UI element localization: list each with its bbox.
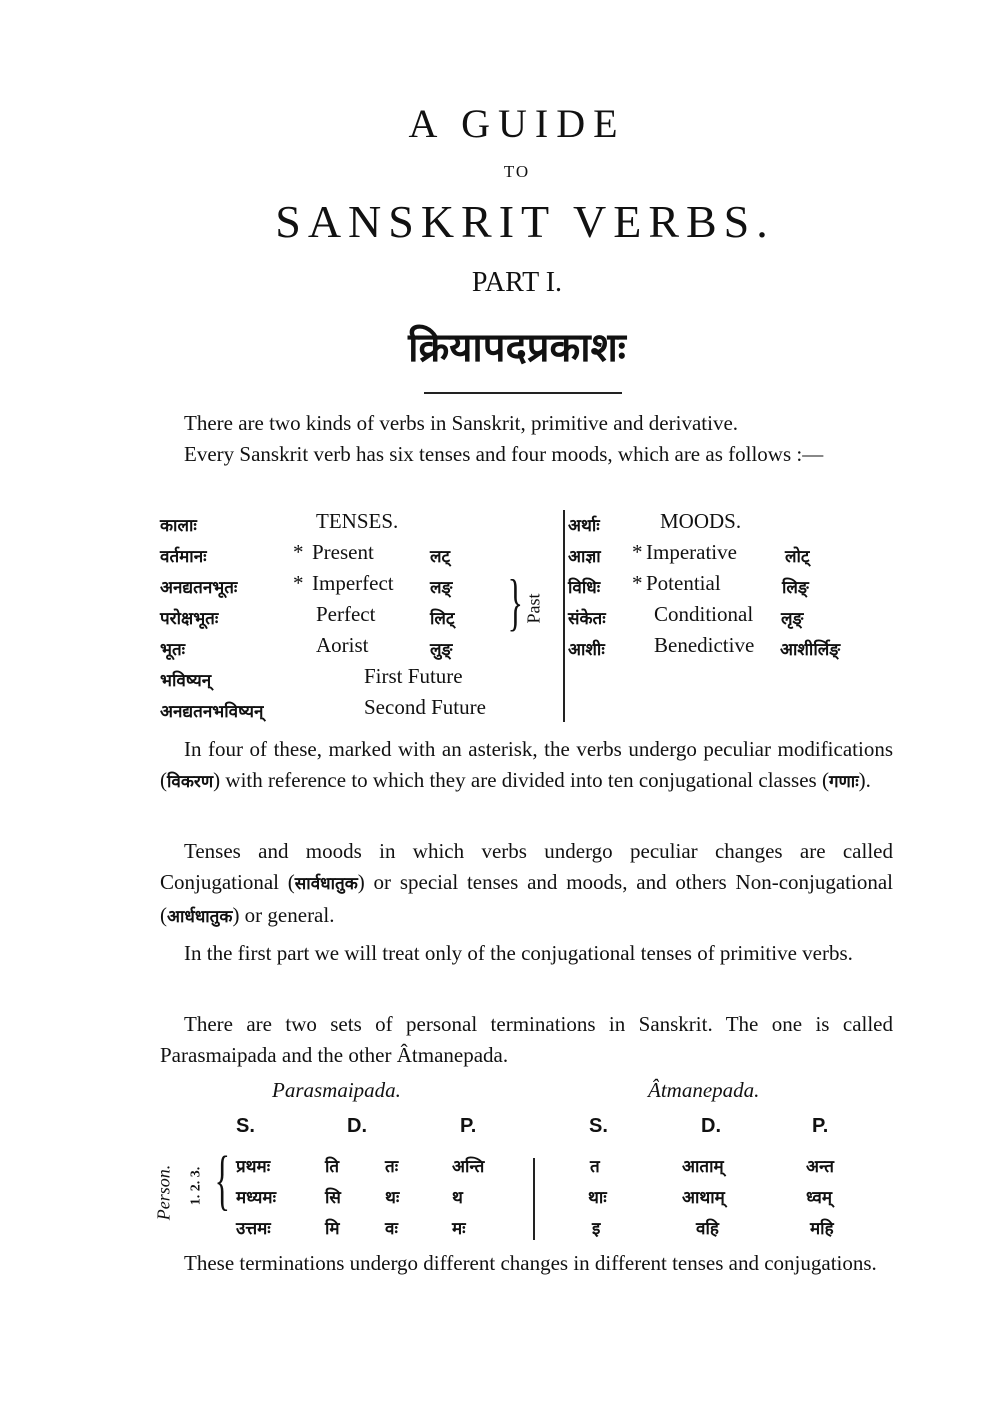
tenses-header: TENSES. (316, 509, 399, 533)
paragraph-final-text: These terminations undergo different changes in different tenses and conjugations. (184, 1251, 877, 1275)
part-heading: PART I. (471, 267, 563, 298)
tense-row-code: लट् (430, 547, 451, 567)
table-divider (563, 510, 565, 722)
paragraph-kinds (160, 408, 893, 439)
sanskrit-title: क्रियापदप्रकाशः (408, 325, 626, 371)
mood-row-sanskrit: संकेतः (568, 609, 606, 629)
paragraph-final (160, 1248, 893, 1279)
termination: महि (810, 1219, 834, 1239)
column-plural: P. (460, 1115, 477, 1137)
termination: इ (592, 1219, 601, 1239)
mood-row-sanskrit: विधिः (568, 578, 601, 598)
tense-row-name: Perfect (316, 602, 376, 626)
person-row-label: प्रथमः (236, 1157, 271, 1177)
mood-row-mark: * (632, 540, 643, 564)
termination: तः (385, 1157, 399, 1177)
tense-row-name: Present (312, 540, 374, 564)
tense-row-code: लङ् (430, 578, 453, 598)
person-row-label: मध्यमः (236, 1188, 277, 1208)
paragraph-terminations (160, 1009, 893, 1071)
termination: थ (452, 1188, 463, 1208)
tenses-header-sanskrit: कालाः (160, 516, 197, 536)
tense-row-name: Aorist (316, 633, 369, 657)
termination: सि (325, 1188, 341, 1208)
paragraph-tenses-intro-text: Every Sanskrit verb has six tenses and four moods, which are as follows :— (184, 442, 824, 466)
mood-row-code: लिङ् (782, 578, 809, 598)
tense-row-mark: * (293, 571, 304, 595)
termination: ति (325, 1157, 340, 1177)
tense-row-name: Imperfect (312, 571, 394, 595)
moods-header: MOODS. (660, 509, 742, 533)
termination: अन्ति (452, 1157, 485, 1177)
mood-row-sanskrit: आज्ञा (568, 547, 601, 567)
termination: आताम् (682, 1157, 724, 1177)
tense-row-name: First Future (364, 664, 463, 688)
paragraph-asterisk-text-b: ) with reference to which they are divided into ten conjugational classes ( (213, 768, 829, 792)
termination: मि (325, 1219, 340, 1239)
tense-row-sanskrit: अनद्यतनभविष्यन् (160, 702, 264, 722)
termination: थः (385, 1188, 400, 1208)
column-singular: S. (236, 1115, 255, 1137)
sarvadhatuka-term: सार्वधातुक (294, 874, 358, 894)
mood-row-name: Imperative (646, 540, 737, 564)
mood-row-code: आशीर्लिङ् (780, 640, 841, 660)
atmanepada-heading: Âtmanepada. (648, 1078, 760, 1102)
parasmaipada-heading: Parasmaipada. (272, 1078, 401, 1102)
title-rule (424, 392, 622, 394)
paragraph-first-part (160, 938, 893, 969)
paragraph-asterisk-text-a: In four of these, marked with an asterisk, the verbs undergo peculiar modifications ( (160, 737, 893, 792)
person-brace: { (214, 1142, 231, 1217)
mood-row-name: Benedictive (654, 633, 755, 657)
tense-row-sanskrit: अनद्यतनभूतः (160, 578, 238, 598)
column-singular: S. (589, 1115, 608, 1137)
person-label: Person. (153, 1164, 174, 1221)
tense-row-mark: * (293, 540, 304, 564)
termination: मः (452, 1219, 466, 1239)
mood-row-code: लृङ् (781, 609, 804, 629)
mood-row-sanskrit: आशीः (568, 640, 605, 660)
title-to: TO (503, 162, 531, 181)
mood-row-name: Conditional (654, 602, 754, 626)
termination: वः (385, 1219, 398, 1239)
column-dual: D. (347, 1115, 367, 1137)
column-plural: P. (812, 1115, 829, 1137)
paragraph-asterisk-text-c: ). (858, 768, 871, 792)
paragraph-asterisk (160, 734, 893, 798)
past-label: Past (523, 593, 544, 624)
title-line-1: A GUIDE (408, 101, 626, 146)
paragraph-first-part-text: In the first part we will treat only of the conjugational tenses of primitive verbs. (184, 941, 853, 965)
paragraph-conjugational-text-b: ) or special tenses and moods, and others Non-conjugational ( (160, 870, 893, 927)
tense-row-sanskrit: भविष्यन् (160, 671, 212, 691)
paragraph-kinds-text: There are two kinds of verbs in Sanskrit, primitive and derivative. (184, 411, 739, 435)
person-row-label: उत्तमः (236, 1219, 271, 1239)
terminations-divider (533, 1158, 535, 1240)
termination: थाः (588, 1188, 607, 1208)
paragraph-conjugational-text-a: Tenses and moods in which verbs undergo peculiar changes are called Conjugational ( (160, 839, 893, 894)
termination: ध्वम् (806, 1188, 833, 1208)
tense-row-sanskrit: भूतः (160, 640, 186, 660)
tense-row-code: लिट् (430, 609, 455, 629)
paragraph-conjugational-text-c: ) or general. (232, 903, 335, 927)
person-order: 1. 2. 3. (188, 1166, 204, 1206)
title-line-2: SANSKRIT VERBS. (275, 196, 775, 247)
paragraph-tenses-intro (160, 439, 893, 470)
termination: अन्त (806, 1157, 834, 1177)
termination: आथाम् (682, 1188, 725, 1208)
tense-row-name: Second Future (364, 695, 486, 719)
tense-row-sanskrit: वर्तमानः (160, 547, 207, 567)
ardhadhatuka-term: आर्धधातुक (167, 907, 233, 927)
paragraph-terminations-text: There are two sets of personal terminations in Sanskrit. The one is called Parasmaipada and the other Âtmanepada. (160, 1012, 893, 1067)
column-dual: D. (701, 1115, 721, 1137)
tense-row-code: लुङ् (430, 640, 453, 660)
mood-row-name: Potential (646, 571, 721, 595)
mood-row-mark: * (632, 571, 643, 595)
vikarana-term: विकरण (167, 772, 214, 792)
tense-row-sanskrit: परोक्षभूतः (160, 609, 219, 629)
mood-row-code: लोट् (785, 547, 810, 567)
paragraph-conjugational (160, 836, 893, 933)
termination: वहि (696, 1219, 719, 1239)
termination: त (590, 1157, 600, 1177)
past-brace: } (507, 566, 524, 637)
moods-header-sanskrit: अर्थाः (568, 516, 600, 536)
ganah-term: गणाः (828, 772, 859, 792)
